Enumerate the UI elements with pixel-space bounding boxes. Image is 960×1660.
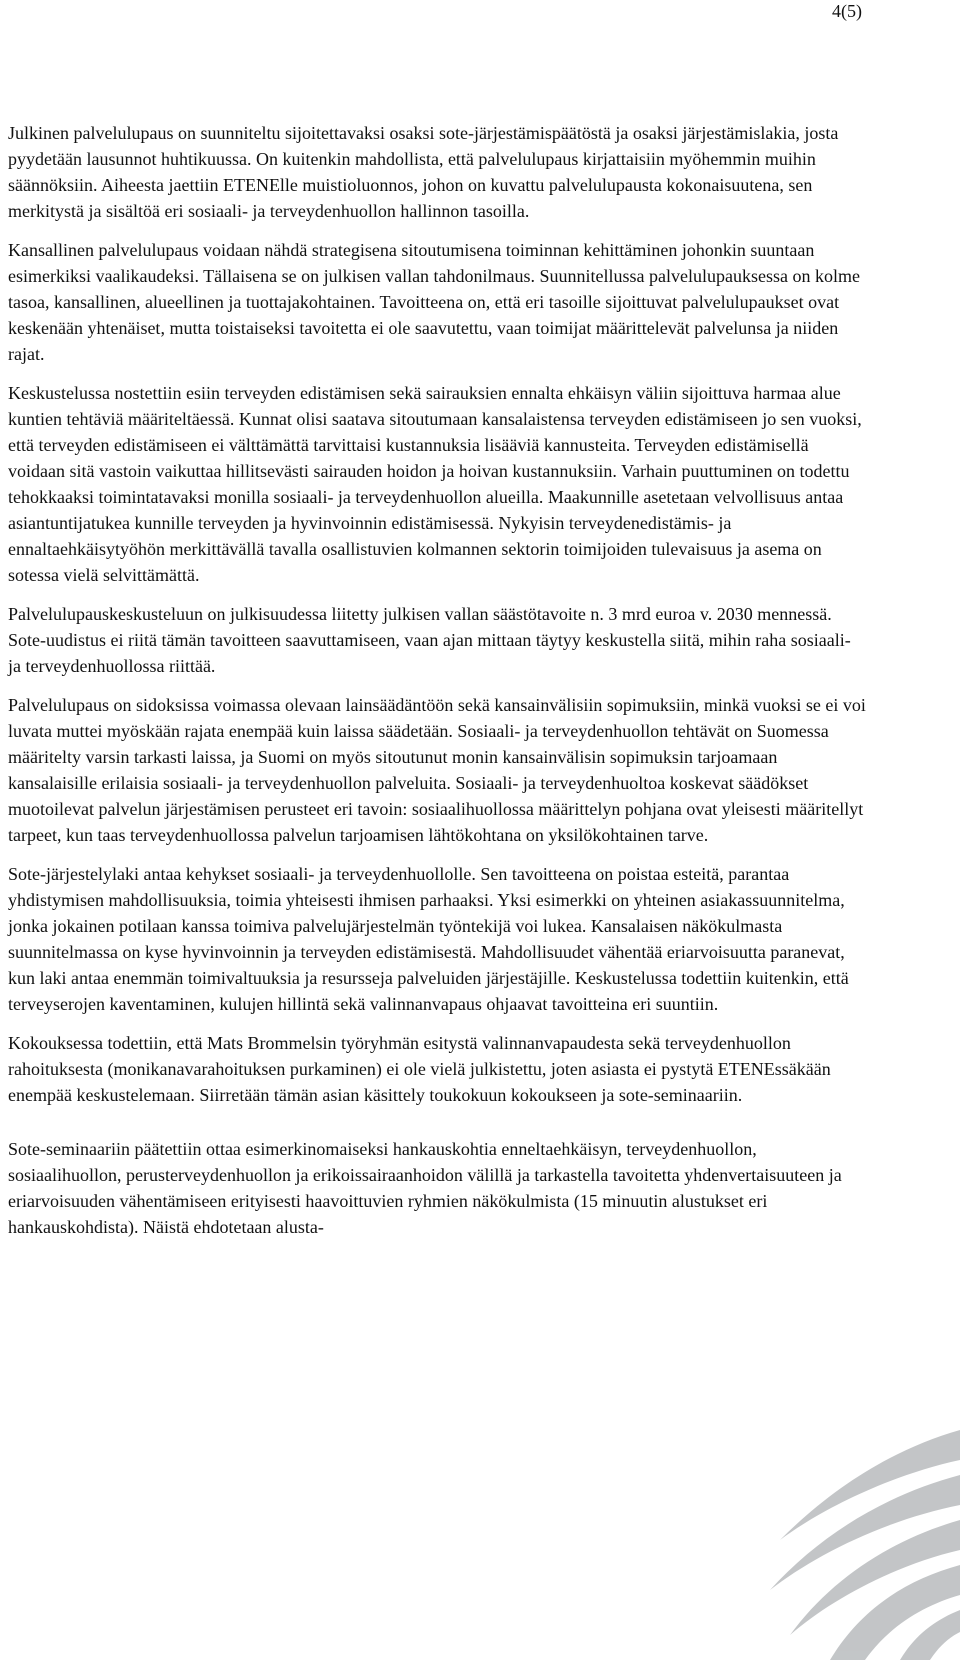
document-body bbox=[8, 120, 866, 1253]
paragraph-8: Sote-seminaariin päätettiin ottaa esimerkinomaiseksi hankauskohtia enneltaehkäisyn, terveydenhuollon, sosiaalihuollon, perusterveydenhuollon ja erikoissairaanhoidon välillä ja tarkastella tavoitetta yhdenvertaisuuteen ja eriarvoisuuden vähentämiseen erityisesti haavoittuvien ryhmien näkökulmista (15 minuutin alustukset eri hankauskohdista). Näistä ehdotetaan alusta- bbox=[8, 1139, 842, 1237]
paragraph-1: Julkinen palvelulupaus on suunniteltu sijoitettavaksi osaksi sote-järjestämispäätöstä ja osaksi järjestämislakia, josta pyydetään lausunnot huhtikuussa. On kuitenkin mahdollista, että palvelulupaus kirjattaisiin myöhemmin muihin säännöksiin. Aiheesta jaettiin ETENElle muistioluonnos, johon on kuvattu palvelulupausta kokonaisuutena, sen merkitystä ja sisältöä eri sosiaali- ja terveydenhuollon hallinnon tasoilla. bbox=[8, 123, 839, 221]
paragraph-6: Sote-järjestelylaki antaa kehykset sosiaali- ja terveydenhuollolle. Sen tavoitteena on poistaa esteitä, parantaa yhdistymisen mahdollisuuksia, toimia yhteisesti ihmisen parhaaksi. Yksi esimerkki on yhteinen asiakassuunnitelma, jonka jokainen potilaan kanssa toimiva palvelujärjestelmän työntekijä voi lukea. Kansalaisen näkökulmasta suunnitelmassa on kyse hyvinvoinnin ja terveyden edistämisestä. Mahdollisuudet vähentää eriarvoisuutta paranevat, kun laki antaa enemmän toimivaltuuksia ja resursseja palveluiden järjestäjille. Keskustelussa todettiin kuitenkin, että terveyserojen kaventaminen, kulujen hillintä sekä valinnanvapaus ohjaavat tavoitteina eri suuntiin. bbox=[8, 864, 849, 1014]
paragraph-2: Kansallinen palvelulupaus voidaan nähdä strategisena sitoutumisena toiminnan kehittäminen johonkin suuntaan esimerkiksi vaalikaudeksi. Tällaisena se on julkisen vallan tahdonilmaus. Suunnitellussa palvelulupauksessa on kolme tasoa, kansallinen, alueellinen ja tuottajakohtainen. Tavoitteena on, että eri tasoille sijoittuvat palvelulupaukset ovat keskenään yhtenäiset, mutta toistaiseksi tavoitetta ei ole saavutettu, vaan toimijat määrittelevät palvelunsa ja niiden rajat. bbox=[8, 240, 861, 364]
paragraph-3: Keskustelussa nostettiin esiin terveyden edistämisen sekä sairauksien ennalta ehkäisyn väliin sijoittuva harmaa alue kuntien tehtäviä määriteltäessä. Kunnat olisi saatava sitoutumaan kansalaistensa terveyden edistämiseen jo sen vuoksi, että terveyden edistämiseen ei välttämättä tarvittaisi kustannuksia lisääviä kannusteita. Terveyden edistämisellä voidaan sitä vastoin vaikuttaa hillitsevästi sairauden hoidon ja hoivan kustannuksiin. Varhain puuttuminen on todettu tehokkaaksi toimintatavaksi monilla sosiaali- ja terveydenhuollon alueilla. Maakunnille asetetaan velvollisuus antaa asiantuntijatukea kunnille terveyden ja hyvinvoinnin edistämisessä. Nykyisin terveydenedistämis- ja ennaltaehkäisytyöhön merkittävällä tavalla osallistuvien kolmannen sektorin toimijoiden tulevaisuus ja asema on sotessa vielä selvittämättä. bbox=[8, 383, 862, 585]
paragraph-5: Palvelulupaus on sidoksissa voimassa olevaan lainsäädäntöön sekä kansainvälisiin sopimuksiin, minkä vuoksi se ei voi luvata muttei myöskään rajata enempää kuin laissa säädetään. Sosiaali- ja terveydenhuollon tehtävät on Suomessa määritelty varsin tarkasti laissa, ja Suomi on myös sitoutunut monin kansainvälisin sopimuksin tarjoamaan kansalaisille erilaisia sosiaali- ja terveydenhuollon palveluita. Sosiaali- ja terveydenhuoltoa koskevat säädökset muotoilevat palvelun järjestämisen perusteet eri tavoin: sosiaalihuollossa määrittelyn pohjana ovat yleisesti määritellyt tarpeet, kun taas terveydenhuollossa palvelun tarjoamisen lähtökohtana on yksilökohtainen tarve. bbox=[8, 695, 866, 845]
swoosh-watermark-icon bbox=[660, 1420, 960, 1660]
paragraph-4: Palvelulupauskeskusteluun on julkisuudessa liitetty julkisen vallan säästötavoite n. 3 mrd euroa v. 2030 mennessä. Sote-uudistus ei riitä tämän tavoitteen saavuttamiseen, vaan ajan mittaan täytyy keskustella siitä, mihin raha sosiaali- ja terveydenhuollossa riittää. bbox=[8, 604, 851, 676]
paragraph-7: Kokouksessa todettiin, että Mats Brommelsin työryhmän esitystä valinnanvapaudesta sekä terveydenhuollon rahoituksesta (monikanavarahoituksen purkaminen) ei ole vielä julkistettu, joten asiasta ei pystytä ETENEssäkään enempää keskustelemaan. Siirretään tämän asian käsittely toukokuun kokoukseen ja sote-seminaariin. bbox=[8, 1033, 831, 1105]
page-number: 4(5) bbox=[832, 1, 862, 21]
